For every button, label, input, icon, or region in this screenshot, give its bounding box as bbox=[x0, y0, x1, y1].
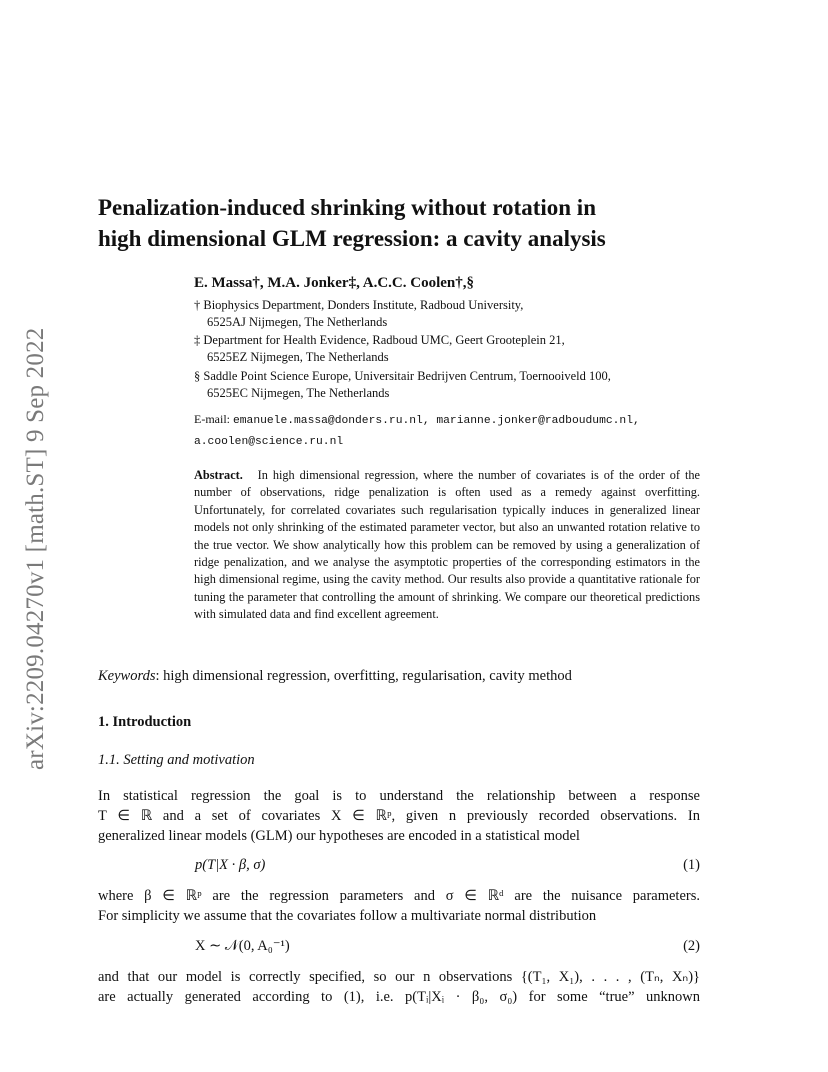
email-block bbox=[194, 410, 640, 452]
keywords bbox=[98, 668, 572, 685]
paragraph-1 bbox=[98, 786, 700, 846]
paragraph-2-line: For simplicity we assume that the covariates follow a multivariate normal distribution bbox=[98, 908, 597, 924]
abstract bbox=[194, 467, 700, 624]
title-line-2: high dimensional GLM regression: a cavity analysis bbox=[98, 226, 606, 251]
paragraph-1-line: T ∈ ℝ and a set of covariates X ∈ ℝᵖ, given n previously recorded observations. In bbox=[98, 808, 700, 824]
affiliation-1-line-1: † Biophysics Department, Donders Institute, Radboud University, bbox=[194, 298, 524, 312]
abstract-label: Abstract. bbox=[194, 468, 243, 482]
email-label: E-mail: bbox=[194, 412, 233, 426]
paragraph-2 bbox=[98, 886, 700, 926]
affiliation-1 bbox=[194, 297, 714, 331]
arxiv-stamp-text: arXiv:2209.04270v1 [math.ST] 9 Sep 2022 bbox=[22, 327, 49, 770]
equation-1 bbox=[195, 857, 700, 874]
paper-title bbox=[98, 192, 738, 254]
affiliation-2 bbox=[194, 332, 714, 366]
authors: E. Massa†, M.A. Jonker‡, A.C.C. Coolen†,§ bbox=[194, 275, 474, 291]
email-line-2[interactable]: a.coolen@science.ru.nl bbox=[194, 436, 344, 448]
affiliation-3 bbox=[194, 368, 714, 402]
paragraph-1-line: generalized linear models (GLM) our hypotheses are encoded in a statistical model bbox=[98, 828, 580, 844]
paragraph-2-line: where β ∈ ℝᵖ are the regression parameters and σ ∈ ℝᵈ are the nuisance parameters. bbox=[98, 888, 700, 904]
equation-2 bbox=[195, 938, 700, 955]
abstract-text: In high dimensional regression, where the number of covariates is of the order of the number of observations, ridge penalization is often used as a remedy against overfitting. Unfortunately, for correlated covariates such regularisation typically induces in generalized linear models not only shrinking of the estimated parameter vector, but also an unwanted rotation relative to the true vector. We show analytically how this problem can be removed by using a generalization of ridge penalization, and we analyse the asymptotic properties of the corresponding estimators in the high dimensional regime, using the cavity method. Our results also provide a quantitative rationale for tuning the parameter that controlling the amount of shrinking. We compare our theoretical predictions with simulated data and find excellent agreement. bbox=[194, 468, 700, 622]
title-line-1: Penalization-induced shrinking without rotation in bbox=[98, 195, 596, 220]
paragraph-3-line: are actually generated according to (1), i.e. p(Tᵢ|Xᵢ · β₀, σ₀) for some “true” unknown bbox=[98, 989, 700, 1005]
keywords-label: Keywords bbox=[98, 668, 156, 684]
arxiv-stamp bbox=[22, 280, 52, 770]
keywords-text: : high dimensional regression, overfitting, regularisation, cavity method bbox=[155, 668, 572, 684]
equation-2-number: (2) bbox=[683, 938, 700, 954]
equation-1-expr: p(T|X · β, σ) bbox=[195, 857, 266, 873]
email-line-1[interactable]: emanuele.massa@donders.ru.nl, marianne.jonker@radboudumc.nl, bbox=[233, 415, 640, 427]
affiliation-2-line-2: 6525EZ Nijmegen, The Netherlands bbox=[207, 350, 389, 364]
equation-2-expr: X ∼ 𝒩(0, A₀⁻¹) bbox=[195, 938, 290, 954]
affiliation-3-line-1: § Saddle Point Science Europe, Universitair Bedrijven Centrum, Toernooiveld 100, bbox=[194, 369, 611, 383]
paragraph-3 bbox=[98, 967, 700, 1007]
section-heading: 1. Introduction bbox=[98, 714, 192, 730]
affiliation-2-line-1: ‡ Department for Health Evidence, Radboud UMC, Geert Grooteplein 21, bbox=[194, 333, 565, 347]
affiliation-3-line-2: 6525EC Nijmegen, The Netherlands bbox=[207, 386, 390, 400]
paragraph-3-line: and that our model is correctly specified, so our n observations {(T₁, X₁), . . . , (Tₙ, Xₙ)} bbox=[98, 969, 700, 985]
paragraph-1-line: In statistical regression the goal is to understand the relationship between a response bbox=[98, 788, 700, 804]
subsection-heading: 1.1. Setting and motivation bbox=[98, 752, 255, 768]
equation-1-number: (1) bbox=[683, 857, 700, 873]
affiliation-1-line-2: 6525AJ Nijmegen, The Netherlands bbox=[207, 315, 388, 329]
